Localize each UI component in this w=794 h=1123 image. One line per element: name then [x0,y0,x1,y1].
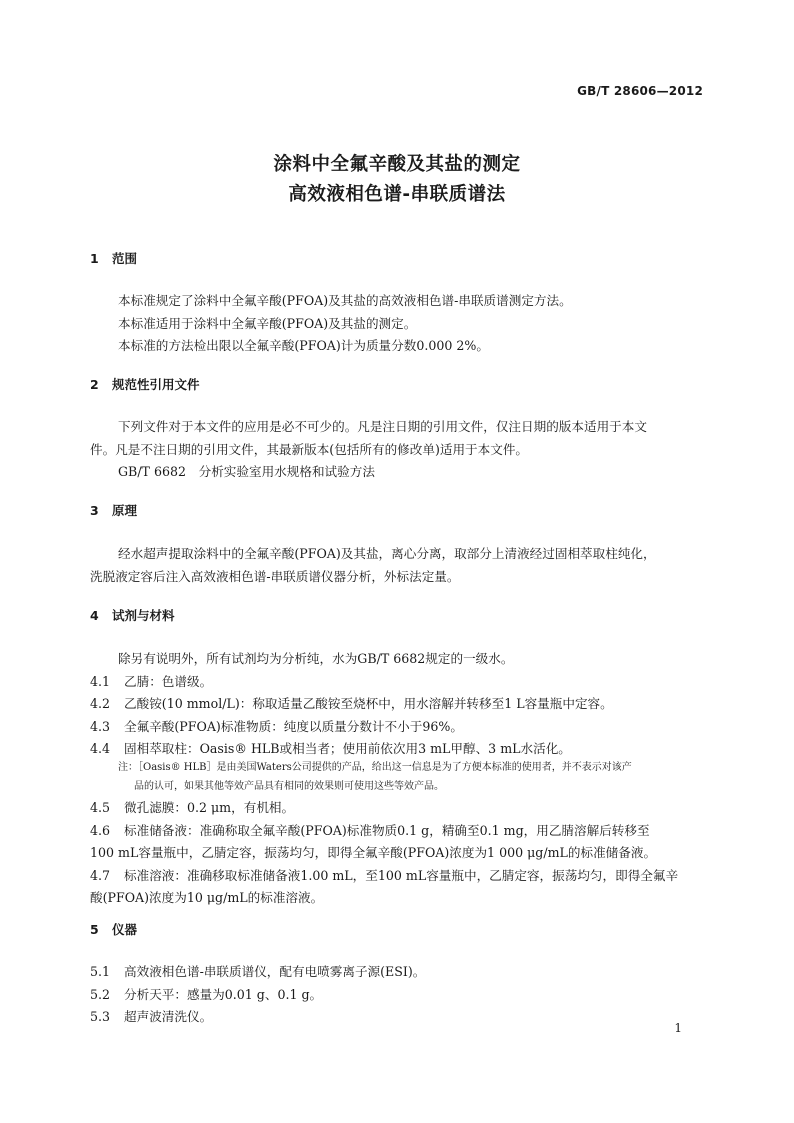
list-item [90,865,678,884]
list-item [90,671,212,690]
section-heading-principle [90,501,137,519]
section-title: 仪器 [112,922,138,937]
paragraph: 本标准规定了涂料中全氟辛酸(PFOA)及其盐的高效液相色谱-串联质谱测定方法。 [118,293,572,308]
section-number: 1 [90,251,99,266]
list-item [90,716,463,735]
item-number: 5.1 [90,964,111,979]
item-text: 乙腈：色谱级。 [124,674,213,689]
section-heading-reagents [90,606,175,624]
list-item-continued: 100 mL容量瓶中，乙腈定容，振荡均匀，即得全氟辛酸(PFOA)浓度为1 000 μg/mL的标准储备液。 [90,845,657,860]
section-title: 规范性引用文件 [112,377,200,392]
list-item [90,961,425,980]
note-line-continued: 品的认可，如果其他等效产品具有相同的效果则可使用这些等效产品。 [134,781,444,792]
standard-code: GB/T 28606—2012 [577,84,703,98]
section-heading-normative-references [90,375,200,393]
paragraph: 经水超声提取涂料中的全氟辛酸(PFOA)及其盐，离心分离，取部分上清液经过固相萃取柱纯化， [118,546,656,561]
item-text: 全氟辛酸(PFOA)标准物质：纯度以质量分数计不小于96%。 [124,719,463,734]
paragraph: 除另有说明外，所有试剂均为分析纯，水为GB/T 6682规定的一级水。 [118,651,514,666]
reference-item: GB/T 6682 分析实验室用水规格和试验方法 [118,464,375,479]
item-number: 4.7 [90,868,111,883]
section-title: 原理 [112,503,138,518]
paragraph: 下列文件对于本文件的应用是必不可少的。凡是注日期的引用文件，仅注日期的版本适用于本文 [118,419,647,434]
section-title: 试剂与材料 [112,608,175,623]
page-number: 1 [674,1021,682,1035]
item-text: 标准储备液：准确称取全氟辛酸(PFOA)标准物质0.1 g，精确至0.1 mg，用乙腈溶解后转移至 [124,823,650,838]
item-text: 固相萃取柱：Oasis® HLB或相当者；使用前依次用3 mL甲醇、3 mL水活化。 [124,741,571,756]
section-number: 3 [90,503,99,518]
paragraph: 本标准适用于涂料中全氟辛酸(PFOA)及其盐的测定。 [118,316,417,331]
item-number: 4.3 [90,719,111,734]
list-item [90,797,294,816]
list-item-continued: 酸(PFOA)浓度为10 μg/mL的标准溶液。 [90,890,324,905]
document-title-line2: 高效液相色谱-串联质谱法 [288,184,506,205]
item-number: 4.6 [90,823,111,838]
paragraph: 本标准的方法检出限以全氟辛酸(PFOA)计为质量分数0.000 2%。 [118,338,489,353]
item-number: 5.3 [90,1009,111,1024]
section-heading-apparatus [90,920,137,938]
list-item [90,693,613,712]
section-title: 范围 [112,251,138,266]
list-item [90,1006,212,1025]
section-number: 5 [90,922,99,937]
item-number: 4.5 [90,800,111,815]
item-text: 微孔滤膜：0.2 μm，有机相。 [124,800,295,815]
item-number: 4.1 [90,674,111,689]
section-number: 2 [90,377,99,392]
paragraph-continued: 件。凡是不注日期的引用文件，其最新版本(包括所有的修改单)适用于本文件。 [90,442,529,457]
item-text: 标准溶液：准确移取标准储备液1.00 mL，至100 mL容量瓶中，乙腈定容，振荡均匀，即得全氟辛 [124,868,679,883]
list-item [90,984,322,1003]
item-number: 5.2 [90,987,111,1002]
item-number: 4.2 [90,696,111,711]
item-text: 高效液相色谱-串联质谱仪，配有电喷雾离子源(ESI)。 [124,964,426,979]
item-text: 乙酸铵(10 mmol/L)：称取适量乙酸铵至烧杯中，用水溶解并转移至1 L容量瓶中定容。 [124,696,613,711]
section-heading-scope [90,249,137,267]
section-number: 4 [90,608,99,623]
document-title-line1: 涂料中全氟辛酸及其盐的测定 [273,154,521,175]
item-text: 超声波清洗仪。 [124,1009,213,1024]
note-line: 注：［Oasis® HLB］是由美国Waters公司提供的产品，给出这一信息是为了方便本标准的使用者，并不表示对该产 [118,762,632,773]
item-text: 分析天平：感量为0.01 g、0.1 g。 [124,987,323,1002]
list-item [90,820,650,839]
paragraph-continued: 洗脱液定容后注入高效液相色谱-串联质谱仪器分析，外标法定量。 [90,569,460,584]
item-number: 4.4 [90,741,111,756]
list-item [90,738,571,757]
